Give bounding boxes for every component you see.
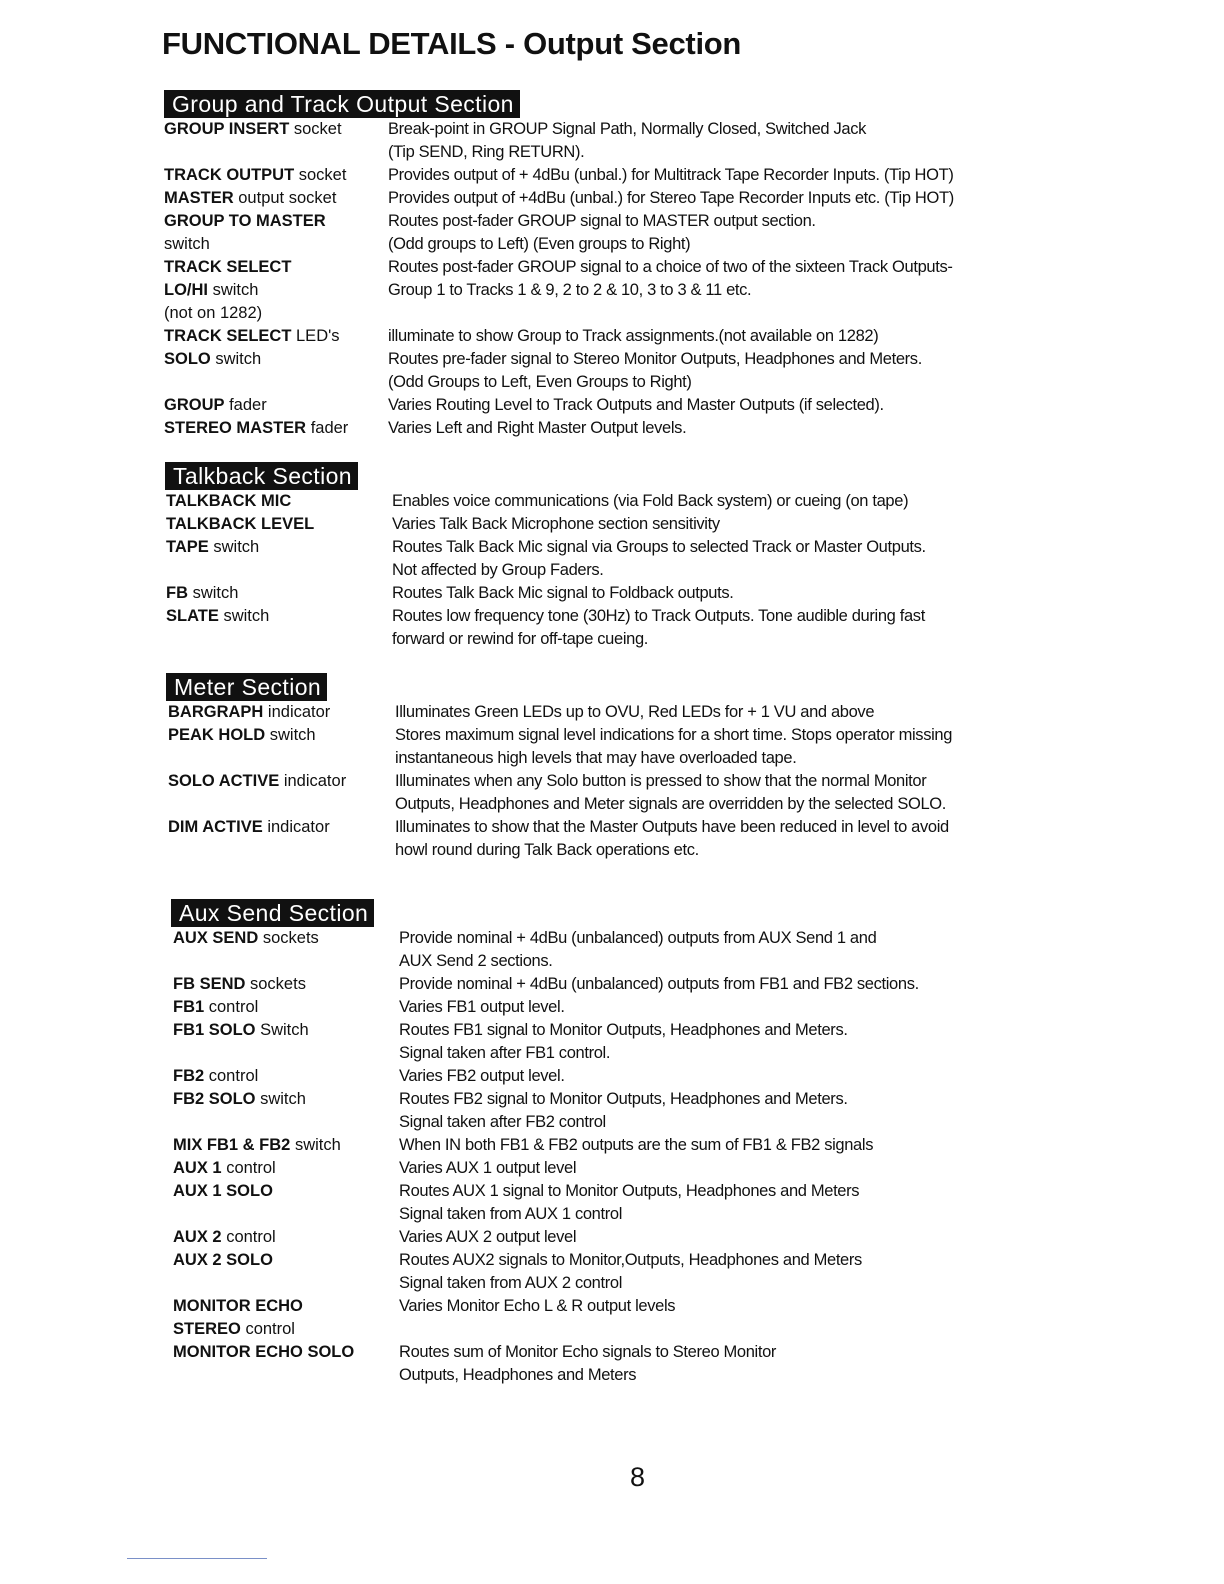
- definition-list: [166, 490, 1224, 651]
- term-suffix: socket: [294, 166, 347, 184]
- list-item: [164, 325, 1224, 348]
- description: Group 1 to Tracks 1 & 9, 2 to 2 & 10, 3 to 3 & 11 etc.: [388, 281, 752, 299]
- description: Stores maximum signal level indications for a short time. Stops operator missing instantaneous high levels that may have overloaded tape.: [395, 726, 953, 767]
- list-item: [166, 513, 1224, 536]
- term: GROUP INSERT: [164, 120, 290, 138]
- description: Illuminates Green LEDs up to OVU, Red LEDs for + 1 VU and above: [395, 703, 875, 721]
- list-item: [166, 605, 1224, 651]
- term: AUX SEND: [173, 929, 259, 947]
- description: Varies Routing Level to Track Outputs and Master Outputs (if selected).: [388, 396, 884, 414]
- description: Routes Talk Back Mic signal to Foldback outputs.: [392, 584, 734, 602]
- section-header: Meter Section: [166, 673, 327, 701]
- term: TALKBACK LEVEL: [166, 515, 315, 533]
- list-item: [173, 1180, 1224, 1226]
- description: Routes pre-fader signal to Stereo Monitor Outputs, Headphones and Meters. (Odd Groups to Left, Even Groups to Right): [388, 350, 922, 391]
- term: TAPE: [166, 538, 209, 556]
- list-item: [173, 1295, 1224, 1341]
- list-item: [164, 394, 1224, 417]
- description: illuminate to show Group to Track assignments.(not available on 1282): [388, 327, 879, 345]
- list-item: [166, 490, 1224, 513]
- term: SOLO: [164, 350, 211, 368]
- description: Varies FB2 output level.: [399, 1067, 565, 1085]
- term-suffix: control: [221, 1228, 276, 1246]
- list-item: [173, 927, 1224, 973]
- term-suffix: control: [204, 1067, 259, 1085]
- description: Provide nominal + 4dBu (unbalanced) outputs from AUX Send 1 and AUX Send 2 sections.: [399, 929, 877, 970]
- term: PEAK HOLD: [168, 726, 266, 744]
- definition-list: [168, 701, 1224, 862]
- term-suffix: switch: [290, 1136, 341, 1154]
- term-suffix: Switch: [255, 1021, 309, 1039]
- term-suffix: socket: [289, 120, 342, 138]
- list-item: [173, 1226, 1224, 1249]
- description: Illuminates when any Solo button is pressed to show that the normal Monitor Outputs, Headphones and Meter signals are overridden by the selected SOLO.: [395, 772, 947, 813]
- term: AUX 1: [173, 1159, 222, 1177]
- term: MASTER: [164, 189, 234, 207]
- description: Routes FB1 signal to Monitor Outputs, Headphones and Meters. Signal taken after FB1 control.: [399, 1021, 848, 1062]
- term-suffix: indicator: [279, 772, 347, 790]
- description: Routes sum of Monitor Echo signals to Stereo Monitor Outputs, Headphones and Meters: [399, 1343, 777, 1384]
- description: Varies AUX 1 output level: [399, 1159, 577, 1177]
- list-item: [164, 348, 1224, 394]
- list-item: [164, 417, 1224, 440]
- term-suffix: sockets: [245, 975, 306, 993]
- term-suffix: switch: [208, 538, 260, 556]
- list-item: [168, 724, 1224, 770]
- description: Break-point in GROUP Signal Path, Normally Closed, Switched Jack (Tip SEND, Ring RETURN).: [388, 120, 867, 161]
- list-item: [164, 210, 1224, 256]
- term: FB: [166, 584, 188, 602]
- description: Varies AUX 2 output level: [399, 1228, 577, 1246]
- term: STEREO MASTER: [164, 419, 307, 437]
- term-suffix: indicator: [263, 703, 331, 721]
- group-track-output-section: [0, 90, 1224, 440]
- list-item: [173, 1019, 1224, 1065]
- term-suffix: output socket: [233, 189, 337, 207]
- description: Provides output of + 4dBu (unbal.) for Multitrack Tape Recorder Inputs. (Tip HOT): [388, 166, 954, 184]
- term: GROUP TO MASTER: [164, 212, 326, 230]
- term: TRACK OUTPUT: [164, 166, 295, 184]
- description: Routes post-fader GROUP signal to MASTER output section. (Odd groups to Left) (Even groups to Right): [388, 212, 816, 253]
- description: Routes post-fader GROUP signal to a choice of two of the sixteen Track Outputs-: [388, 258, 953, 276]
- term-suffix: control: [221, 1159, 276, 1177]
- term-suffix: fader: [224, 396, 267, 414]
- description: Provide nominal + 4dBu (unbalanced) outputs from FB1 and FB2 sections.: [399, 975, 919, 993]
- list-item: [168, 770, 1224, 816]
- term-suffix: fader: [306, 419, 349, 437]
- description: Varies Monitor Echo L & R output levels: [399, 1297, 676, 1315]
- description: Varies FB1 output level.: [399, 998, 565, 1016]
- term: MIX FB1 & FB2: [173, 1136, 291, 1154]
- list-item: [166, 536, 1224, 582]
- list-item: [173, 973, 1224, 996]
- term: TRACK SELECT: [164, 327, 292, 345]
- description: Routes FB2 signal to Monitor Outputs, Headphones and Meters. Signal taken after FB2 control: [399, 1090, 848, 1131]
- list-item: [164, 187, 1224, 210]
- term: FB2: [173, 1067, 205, 1085]
- list-item: [164, 256, 1224, 279]
- list-item: [173, 1341, 1224, 1387]
- description: Varies Talk Back Microphone section sensitivity: [392, 515, 720, 533]
- term-suffix: LED's: [291, 327, 340, 345]
- description: Routes low frequency tone (30Hz) to Track Outputs. Tone audible during fast forward or rewind for off-tape cueing.: [392, 607, 925, 648]
- term: FB1 SOLO: [173, 1021, 256, 1039]
- description: When IN both FB1 & FB2 outputs are the sum of FB1 & FB2 signals: [399, 1136, 874, 1154]
- description: Provides output of +4dBu (unbal.) for Stereo Tape Recorder Inputs etc. (Tip HOT): [388, 189, 954, 207]
- term-suffix: control: [240, 1320, 295, 1338]
- list-item: [168, 701, 1224, 724]
- term: AUX 2 SOLO: [173, 1251, 273, 1269]
- list-item: [164, 164, 1224, 187]
- description: Routes Talk Back Mic signal via Groups to selected Track or Master Outputs. Not affected by Group Faders.: [392, 538, 926, 579]
- list-item: [164, 118, 1224, 164]
- term: FB SEND: [173, 975, 246, 993]
- term: TRACK SELECT: [164, 258, 292, 276]
- footer-rule: [127, 1558, 267, 1559]
- definition-list: [173, 927, 1224, 1387]
- list-item: [173, 1134, 1224, 1157]
- description: Enables voice communications (via Fold Back system) or cueing (on tape): [392, 492, 909, 510]
- list-item: [173, 1157, 1224, 1180]
- section-header: Talkback Section: [165, 462, 358, 490]
- term-suffix: switch: [210, 350, 262, 368]
- list-item: [173, 996, 1224, 1019]
- term: FB2 SOLO: [173, 1090, 256, 1108]
- term-suffix: switch: [265, 726, 316, 744]
- description: Routes AUX 1 signal to Monitor Outputs, Headphones and Meters Signal taken from AUX 1 control: [399, 1182, 860, 1223]
- list-item: [173, 1249, 1224, 1295]
- term: MONITOR ECHO SOLO: [173, 1343, 355, 1361]
- term-suffix: indicator: [262, 818, 330, 836]
- term: GROUP: [164, 396, 225, 414]
- list-item: [166, 582, 1224, 605]
- list-item: [173, 1065, 1224, 1088]
- term: LO/HI: [164, 281, 208, 299]
- page-number: 8: [630, 1462, 646, 1492]
- term-suffix: switch: [164, 235, 210, 253]
- section-header: Aux Send Section: [171, 899, 374, 927]
- term: SOLO ACTIVE: [168, 772, 280, 790]
- term-suffix: switch: [188, 584, 239, 602]
- talkback-section: [0, 462, 1224, 651]
- term: BARGRAPH: [168, 703, 264, 721]
- term: MONITOR ECHO STEREO: [173, 1297, 303, 1338]
- term: AUX 1 SOLO: [173, 1182, 273, 1200]
- term-suffix: switch: [255, 1090, 306, 1108]
- term-suffix: sockets: [258, 929, 319, 947]
- description: Varies Left and Right Master Output levels.: [388, 419, 687, 437]
- page-title: FUNCTIONAL DETAILS - Output Section: [162, 26, 742, 61]
- list-item: [164, 279, 1224, 325]
- term: DIM ACTIVE: [168, 818, 263, 836]
- list-item: [173, 1088, 1224, 1134]
- term: SLATE: [166, 607, 219, 625]
- definition-list: [164, 118, 1224, 440]
- section-header: Group and Track Output Section: [164, 90, 520, 118]
- term-suffix: switch: [218, 607, 270, 625]
- term-suffix: switch (not on 1282): [164, 281, 263, 322]
- term: FB1: [173, 998, 205, 1016]
- description: Routes AUX2 signals to Monitor,Outputs, Headphones and Meters Signal taken from AUX 2 control: [399, 1251, 862, 1292]
- meter-section: [0, 673, 1224, 862]
- term: TALKBACK MIC: [166, 492, 292, 510]
- list-item: [168, 816, 1224, 862]
- aux-send-section: [0, 899, 1224, 1387]
- term-suffix: control: [204, 998, 259, 1016]
- description: Illuminates to show that the Master Outputs have been reduced in level to avoid howl round during Talk Back operations etc.: [395, 818, 949, 859]
- term: AUX 2: [173, 1228, 222, 1246]
